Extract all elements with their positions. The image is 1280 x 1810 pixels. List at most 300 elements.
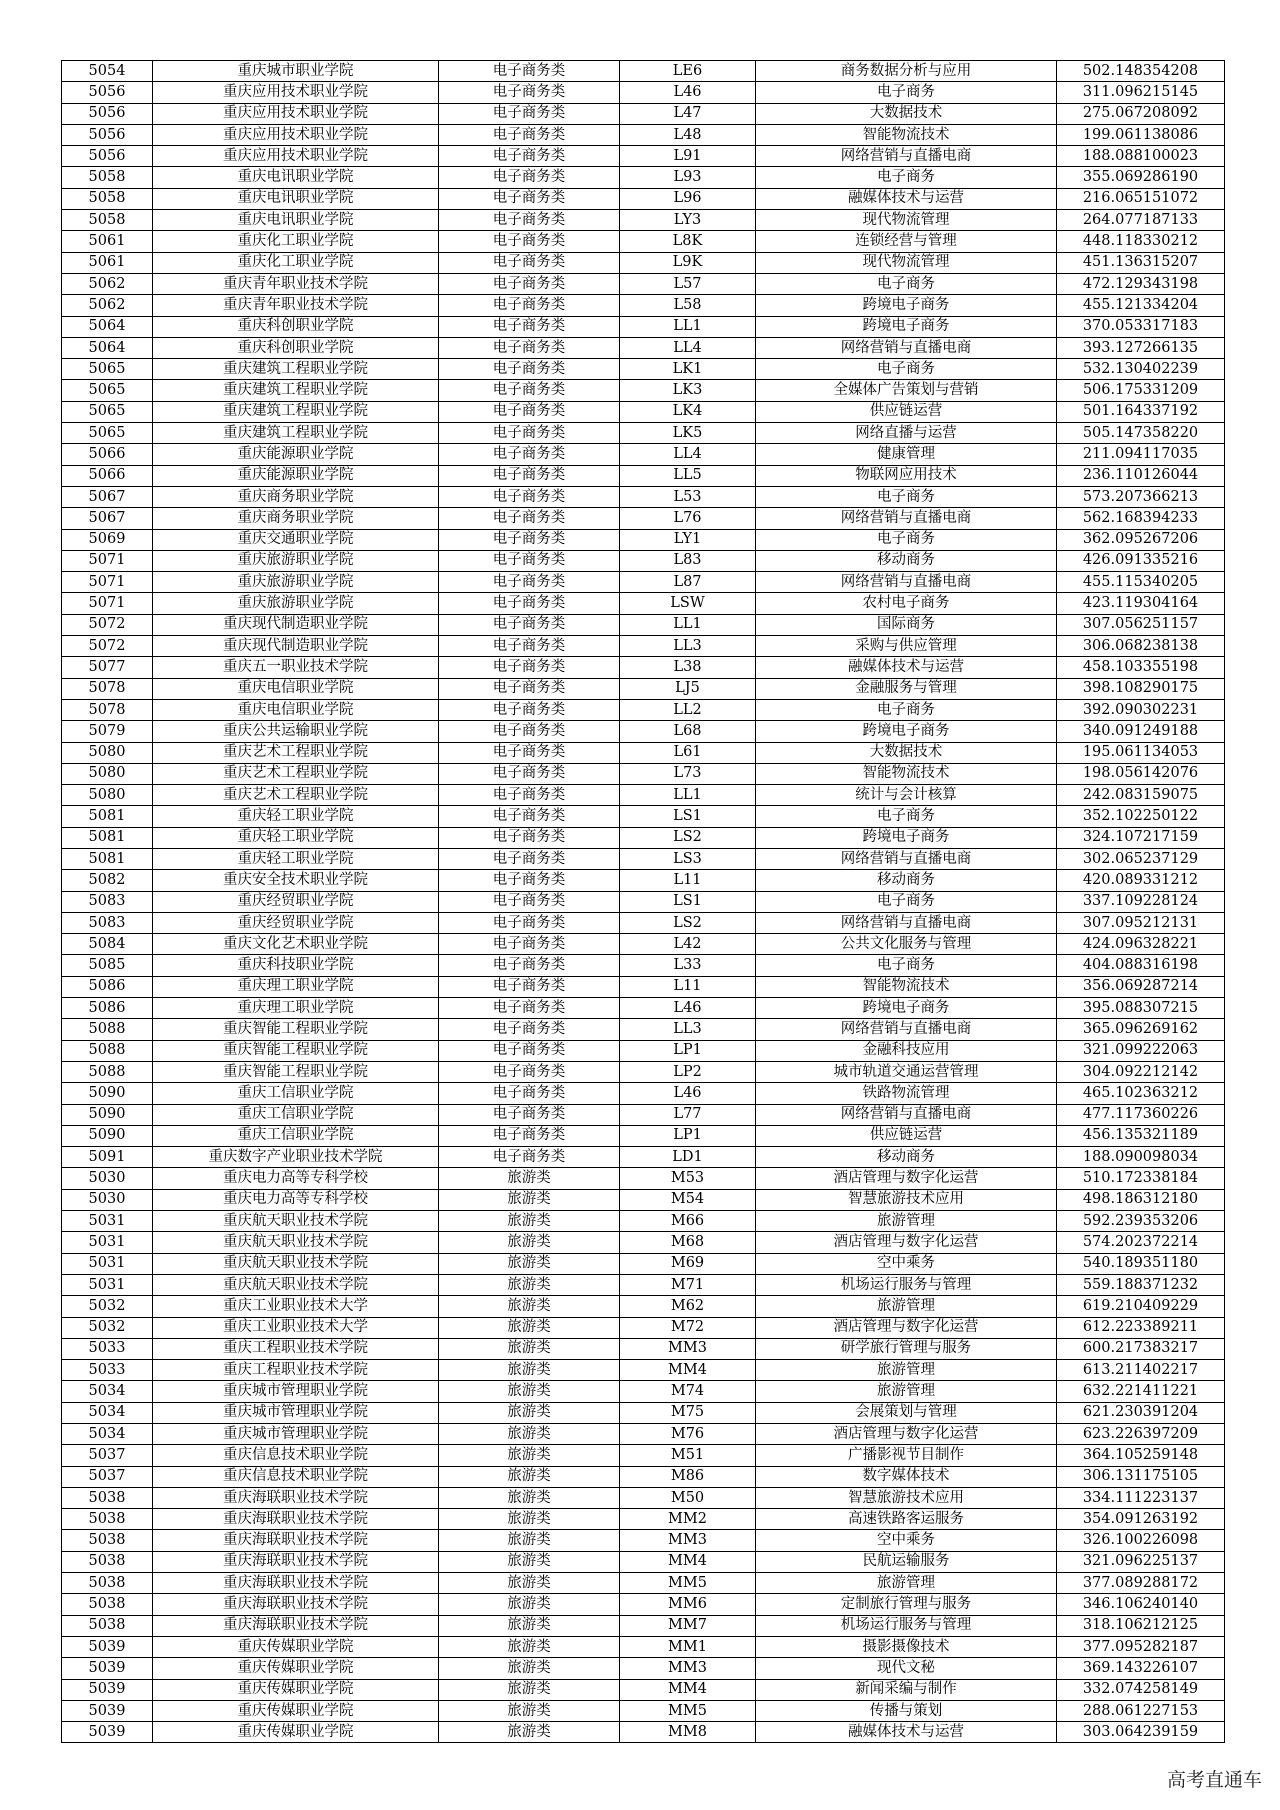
- score-cell: 456.135321189: [1057, 1125, 1225, 1146]
- score-cell: 477.117360226: [1057, 1104, 1225, 1125]
- table-row: [62, 124, 1225, 145]
- major-name-cell: 广播影视节目制作: [756, 1445, 1057, 1466]
- category-cell: 电子商务类: [439, 231, 620, 252]
- category-cell: 电子商务类: [439, 295, 620, 316]
- major-name-cell: 全媒体广告策划与营销: [756, 380, 1057, 401]
- table-row: [62, 1424, 1225, 1445]
- major-name-cell: 大数据技术: [756, 742, 1057, 763]
- score-cell: 395.088307215: [1057, 998, 1225, 1019]
- school-name-cell: 重庆理工职业学院: [153, 976, 439, 997]
- major-name-cell: 金融科技应用: [756, 1040, 1057, 1061]
- score-cell: 619.210409229: [1057, 1296, 1225, 1317]
- major-name-cell: 酒店管理与数字化运营: [756, 1168, 1057, 1189]
- major-name-cell: 智慧旅游技术应用: [756, 1189, 1057, 1210]
- category-cell: 电子商务类: [439, 124, 620, 145]
- category-cell: 电子商务类: [439, 103, 620, 124]
- school-name-cell: 重庆工程职业技术学院: [153, 1338, 439, 1359]
- score-cell: 369.143226107: [1057, 1658, 1225, 1679]
- school-code-cell: 5056: [62, 82, 153, 103]
- category-cell: 旅游类: [439, 1615, 620, 1636]
- score-cell: 198.056142076: [1057, 763, 1225, 784]
- school-code-cell: 5091: [62, 1147, 153, 1168]
- score-cell: 426.091335216: [1057, 550, 1225, 571]
- school-code-cell: 5078: [62, 699, 153, 720]
- score-cell: 236.110126044: [1057, 465, 1225, 486]
- major-name-cell: 统计与会计核算: [756, 785, 1057, 806]
- major-code-cell: M76: [620, 1424, 756, 1445]
- school-code-cell: 5072: [62, 636, 153, 657]
- category-cell: 电子商务类: [439, 1061, 620, 1082]
- watermark-text: 高考直通车: [1166, 1769, 1262, 1791]
- major-name-cell: 跨境电子商务: [756, 827, 1057, 848]
- table-row: [62, 1594, 1225, 1615]
- category-cell: 旅游类: [439, 1168, 620, 1189]
- major-name-cell: 网络营销与直播电商: [756, 508, 1057, 529]
- school-code-cell: 5083: [62, 912, 153, 933]
- table-row: [62, 1189, 1225, 1210]
- major-name-cell: 物联网应用技术: [756, 465, 1057, 486]
- table-row: [62, 1274, 1225, 1295]
- category-cell: 电子商务类: [439, 401, 620, 422]
- school-name-cell: 重庆理工职业学院: [153, 998, 439, 1019]
- school-code-cell: 5039: [62, 1722, 153, 1743]
- school-code-cell: 5090: [62, 1083, 153, 1104]
- score-cell: 377.089288172: [1057, 1573, 1225, 1594]
- major-code-cell: MM7: [620, 1615, 756, 1636]
- table-row: [62, 614, 1225, 635]
- category-cell: 旅游类: [439, 1424, 620, 1445]
- score-cell: 321.099222063: [1057, 1040, 1225, 1061]
- table-row: [62, 1466, 1225, 1487]
- category-cell: 电子商务类: [439, 1019, 620, 1040]
- table-row: [62, 231, 1225, 252]
- score-cell: 398.108290175: [1057, 678, 1225, 699]
- major-code-cell: MM3: [620, 1338, 756, 1359]
- school-name-cell: 重庆化工职业学院: [153, 252, 439, 273]
- major-code-cell: LK1: [620, 359, 756, 380]
- school-name-cell: 重庆电信职业学院: [153, 678, 439, 699]
- major-code-cell: M50: [620, 1487, 756, 1508]
- major-code-cell: LY3: [620, 210, 756, 231]
- table-row: [62, 785, 1225, 806]
- score-cell: 318.106212125: [1057, 1615, 1225, 1636]
- school-code-cell: 5039: [62, 1658, 153, 1679]
- score-cell: 423.119304164: [1057, 593, 1225, 614]
- school-code-cell: 5082: [62, 870, 153, 891]
- major-code-cell: MM8: [620, 1722, 756, 1743]
- major-code-cell: LL3: [620, 636, 756, 657]
- major-code-cell: L91: [620, 146, 756, 167]
- category-cell: 电子商务类: [439, 146, 620, 167]
- major-name-cell: 采购与供应管理: [756, 636, 1057, 657]
- table-row: [62, 529, 1225, 550]
- major-name-cell: 公共文化服务与管理: [756, 934, 1057, 955]
- category-cell: 旅游类: [439, 1445, 620, 1466]
- school-name-cell: 重庆传媒职业学院: [153, 1722, 439, 1743]
- score-cell: 188.088100023: [1057, 146, 1225, 167]
- major-name-cell: 健康管理: [756, 444, 1057, 465]
- school-code-cell: 5058: [62, 167, 153, 188]
- school-code-cell: 5062: [62, 273, 153, 294]
- major-name-cell: 旅游管理: [756, 1381, 1057, 1402]
- category-cell: 电子商务类: [439, 785, 620, 806]
- score-cell: 424.096328221: [1057, 934, 1225, 955]
- major-code-cell: L48: [620, 124, 756, 145]
- score-cell: 455.121334204: [1057, 295, 1225, 316]
- category-cell: 电子商务类: [439, 529, 620, 550]
- school-code-cell: 5090: [62, 1125, 153, 1146]
- score-cell: 199.061138086: [1057, 124, 1225, 145]
- table-row: [62, 1317, 1225, 1338]
- category-cell: 电子商务类: [439, 465, 620, 486]
- school-code-cell: 5081: [62, 848, 153, 869]
- school-name-cell: 重庆工程职业技术学院: [153, 1360, 439, 1381]
- school-name-cell: 重庆五一职业技术学院: [153, 657, 439, 678]
- school-name-cell: 重庆海联职业技术学院: [153, 1615, 439, 1636]
- category-cell: 旅游类: [439, 1700, 620, 1721]
- table-row: [62, 1083, 1225, 1104]
- major-code-cell: L76: [620, 508, 756, 529]
- score-cell: 455.115340205: [1057, 572, 1225, 593]
- major-code-cell: L68: [620, 721, 756, 742]
- table-row: [62, 1402, 1225, 1423]
- table-row: [62, 678, 1225, 699]
- major-code-cell: L8K: [620, 231, 756, 252]
- category-cell: 电子商务类: [439, 1083, 620, 1104]
- school-name-cell: 重庆应用技术职业学院: [153, 124, 439, 145]
- major-code-cell: MM3: [620, 1658, 756, 1679]
- school-name-cell: 重庆建筑工程职业学院: [153, 401, 439, 422]
- school-name-cell: 重庆航天职业技术学院: [153, 1211, 439, 1232]
- score-cell: 613.211402217: [1057, 1360, 1225, 1381]
- table-row: [62, 103, 1225, 124]
- table-row: [62, 742, 1225, 763]
- table-row: [62, 1658, 1225, 1679]
- school-code-cell: 5065: [62, 423, 153, 444]
- major-code-cell: MM1: [620, 1636, 756, 1657]
- major-name-cell: 旅游管理: [756, 1211, 1057, 1232]
- school-name-cell: 重庆传媒职业学院: [153, 1679, 439, 1700]
- major-name-cell: 移动商务: [756, 550, 1057, 571]
- school-code-cell: 5080: [62, 742, 153, 763]
- table-row: [62, 1360, 1225, 1381]
- school-code-cell: 5033: [62, 1338, 153, 1359]
- score-cell: 321.096225137: [1057, 1551, 1225, 1572]
- school-name-cell: 重庆航天职业技术学院: [153, 1232, 439, 1253]
- major-code-cell: L77: [620, 1104, 756, 1125]
- major-name-cell: 电子商务: [756, 955, 1057, 976]
- table-row: [62, 1700, 1225, 1721]
- school-code-cell: 5061: [62, 231, 153, 252]
- school-name-cell: 重庆科创职业学院: [153, 316, 439, 337]
- score-cell: 393.127266135: [1057, 337, 1225, 358]
- score-cell: 302.065237129: [1057, 848, 1225, 869]
- school-name-cell: 重庆文化艺术职业学院: [153, 934, 439, 955]
- major-code-cell: LD1: [620, 1147, 756, 1168]
- school-name-cell: 重庆电讯职业学院: [153, 210, 439, 231]
- table-row: [62, 550, 1225, 571]
- score-cell: 326.100226098: [1057, 1530, 1225, 1551]
- category-cell: 电子商务类: [439, 848, 620, 869]
- major-name-cell: 研学旅行管理与服务: [756, 1338, 1057, 1359]
- category-cell: 旅游类: [439, 1658, 620, 1679]
- school-name-cell: 重庆能源职业学院: [153, 444, 439, 465]
- table-row: [62, 699, 1225, 720]
- major-name-cell: 机场运行服务与管理: [756, 1274, 1057, 1295]
- major-code-cell: LL1: [620, 316, 756, 337]
- score-cell: 540.189351180: [1057, 1253, 1225, 1274]
- major-name-cell: 跨境电子商务: [756, 295, 1057, 316]
- table-row: [62, 636, 1225, 657]
- category-cell: 电子商务类: [439, 934, 620, 955]
- major-name-cell: 农村电子商务: [756, 593, 1057, 614]
- school-code-cell: 5066: [62, 444, 153, 465]
- major-code-cell: L33: [620, 955, 756, 976]
- category-cell: 电子商务类: [439, 891, 620, 912]
- major-name-cell: 网络营销与直播电商: [756, 912, 1057, 933]
- table-row: [62, 1061, 1225, 1082]
- major-code-cell: LL1: [620, 785, 756, 806]
- score-cell: 188.090098034: [1057, 1147, 1225, 1168]
- major-code-cell: MM4: [620, 1360, 756, 1381]
- score-cell: 506.175331209: [1057, 380, 1225, 401]
- school-name-cell: 重庆艺术工程职业学院: [153, 763, 439, 784]
- category-cell: 电子商务类: [439, 444, 620, 465]
- major-code-cell: M51: [620, 1445, 756, 1466]
- category-cell: 电子商务类: [439, 61, 620, 82]
- category-cell: 旅游类: [439, 1594, 620, 1615]
- major-code-cell: LS2: [620, 912, 756, 933]
- major-name-cell: 空中乘务: [756, 1530, 1057, 1551]
- major-name-cell: 跨境电子商务: [756, 721, 1057, 742]
- major-name-cell: 大数据技术: [756, 103, 1057, 124]
- score-cell: 532.130402239: [1057, 359, 1225, 380]
- category-cell: 旅游类: [439, 1189, 620, 1210]
- score-cell: 502.148354208: [1057, 61, 1225, 82]
- table-row: [62, 295, 1225, 316]
- major-code-cell: M54: [620, 1189, 756, 1210]
- major-name-cell: 跨境电子商务: [756, 998, 1057, 1019]
- major-code-cell: M68: [620, 1232, 756, 1253]
- school-code-cell: 5038: [62, 1487, 153, 1508]
- major-name-cell: 网络营销与直播电商: [756, 848, 1057, 869]
- school-name-cell: 重庆工业职业技术大学: [153, 1296, 439, 1317]
- major-code-cell: L46: [620, 82, 756, 103]
- score-cell: 574.202372214: [1057, 1232, 1225, 1253]
- school-code-cell: 5079: [62, 721, 153, 742]
- major-name-cell: 现代物流管理: [756, 252, 1057, 273]
- school-code-cell: 5062: [62, 295, 153, 316]
- school-name-cell: 重庆工信职业学院: [153, 1125, 439, 1146]
- category-cell: 旅游类: [439, 1466, 620, 1487]
- school-code-cell: 5056: [62, 146, 153, 167]
- school-name-cell: 重庆智能工程职业学院: [153, 1061, 439, 1082]
- table-row: [62, 337, 1225, 358]
- school-name-cell: 重庆化工职业学院: [153, 231, 439, 252]
- major-code-cell: L9K: [620, 252, 756, 273]
- category-cell: 电子商务类: [439, 763, 620, 784]
- table-row: [62, 1615, 1225, 1636]
- major-name-cell: 现代文秘: [756, 1658, 1057, 1679]
- school-name-cell: 重庆电信职业学院: [153, 699, 439, 720]
- major-name-cell: 供应链运营: [756, 1125, 1057, 1146]
- school-code-cell: 5034: [62, 1381, 153, 1402]
- score-cell: 364.105259148: [1057, 1445, 1225, 1466]
- table-row: [62, 827, 1225, 848]
- major-code-cell: MM6: [620, 1594, 756, 1615]
- school-code-cell: 5039: [62, 1679, 153, 1700]
- school-name-cell: 重庆公共运输职业学院: [153, 721, 439, 742]
- school-code-cell: 5071: [62, 572, 153, 593]
- major-name-cell: 铁路物流管理: [756, 1083, 1057, 1104]
- table-row: [62, 423, 1225, 444]
- major-code-cell: L46: [620, 998, 756, 1019]
- major-code-cell: LS2: [620, 827, 756, 848]
- table-row: [62, 1253, 1225, 1274]
- school-name-cell: 重庆电力高等专科学校: [153, 1189, 439, 1210]
- school-name-cell: 重庆经贸职业学院: [153, 891, 439, 912]
- category-cell: 电子商务类: [439, 955, 620, 976]
- major-code-cell: LP2: [620, 1061, 756, 1082]
- table-row: [62, 998, 1225, 1019]
- major-code-cell: LS1: [620, 891, 756, 912]
- major-code-cell: LL1: [620, 614, 756, 635]
- major-name-cell: 金融服务与管理: [756, 678, 1057, 699]
- school-code-cell: 5072: [62, 614, 153, 635]
- score-cell: 623.226397209: [1057, 1424, 1225, 1445]
- table-row: [62, 167, 1225, 188]
- major-code-cell: LE6: [620, 61, 756, 82]
- major-name-cell: 定制旅行管理与服务: [756, 1594, 1057, 1615]
- major-code-cell: L83: [620, 550, 756, 571]
- score-cell: 501.164337192: [1057, 401, 1225, 422]
- score-cell: 264.077187133: [1057, 210, 1225, 231]
- school-name-cell: 重庆数字产业职业技术学院: [153, 1147, 439, 1168]
- category-cell: 电子商务类: [439, 508, 620, 529]
- school-name-cell: 重庆航天职业技术学院: [153, 1274, 439, 1295]
- table-row: [62, 252, 1225, 273]
- score-cell: 392.090302231: [1057, 699, 1225, 720]
- major-code-cell: LP1: [620, 1125, 756, 1146]
- school-name-cell: 重庆城市职业学院: [153, 61, 439, 82]
- score-cell: 337.109228124: [1057, 891, 1225, 912]
- major-name-cell: 电子商务: [756, 891, 1057, 912]
- major-code-cell: M53: [620, 1168, 756, 1189]
- major-code-cell: LL3: [620, 1019, 756, 1040]
- score-cell: 510.172338184: [1057, 1168, 1225, 1189]
- category-cell: 电子商务类: [439, 188, 620, 209]
- major-code-cell: LSW: [620, 593, 756, 614]
- school-name-cell: 重庆青年职业技术学院: [153, 295, 439, 316]
- school-code-cell: 5086: [62, 998, 153, 1019]
- category-cell: 旅游类: [439, 1360, 620, 1381]
- major-name-cell: 酒店管理与数字化运营: [756, 1317, 1057, 1338]
- major-code-cell: M66: [620, 1211, 756, 1232]
- table-row: [62, 1636, 1225, 1657]
- major-code-cell: L46: [620, 1083, 756, 1104]
- category-cell: 旅游类: [439, 1211, 620, 1232]
- school-name-cell: 重庆电力高等专科学校: [153, 1168, 439, 1189]
- score-cell: 324.107217159: [1057, 827, 1225, 848]
- category-cell: 旅游类: [439, 1232, 620, 1253]
- major-name-cell: 智能物流技术: [756, 976, 1057, 997]
- major-name-cell: 智能物流技术: [756, 763, 1057, 784]
- major-name-cell: 融媒体技术与运营: [756, 188, 1057, 209]
- major-code-cell: M74: [620, 1381, 756, 1402]
- score-cell: 211.094117035: [1057, 444, 1225, 465]
- school-code-cell: 5086: [62, 976, 153, 997]
- score-cell: 195.061134053: [1057, 742, 1225, 763]
- category-cell: 电子商务类: [439, 678, 620, 699]
- school-name-cell: 重庆艺术工程职业学院: [153, 785, 439, 806]
- category-cell: 电子商务类: [439, 273, 620, 294]
- table-row: [62, 1381, 1225, 1402]
- school-code-cell: 5038: [62, 1530, 153, 1551]
- major-code-cell: MM5: [620, 1573, 756, 1594]
- score-cell: 288.061227153: [1057, 1700, 1225, 1721]
- school-name-cell: 重庆电讯职业学院: [153, 167, 439, 188]
- major-code-cell: MM4: [620, 1551, 756, 1572]
- school-name-cell: 重庆工业职业技术大学: [153, 1317, 439, 1338]
- category-cell: 电子商务类: [439, 870, 620, 891]
- school-code-cell: 5080: [62, 785, 153, 806]
- school-name-cell: 重庆智能工程职业学院: [153, 1040, 439, 1061]
- category-cell: 旅游类: [439, 1296, 620, 1317]
- major-code-cell: LP1: [620, 1040, 756, 1061]
- school-name-cell: 重庆海联职业技术学院: [153, 1551, 439, 1572]
- major-code-cell: LK5: [620, 423, 756, 444]
- major-code-cell: LL4: [620, 337, 756, 358]
- category-cell: 旅游类: [439, 1509, 620, 1530]
- category-cell: 旅游类: [439, 1253, 620, 1274]
- score-cell: 559.188371232: [1057, 1274, 1225, 1295]
- major-name-cell: 电子商务: [756, 699, 1057, 720]
- school-name-cell: 重庆现代制造职业学院: [153, 636, 439, 657]
- major-name-cell: 新闻采编与制作: [756, 1679, 1057, 1700]
- major-code-cell: M75: [620, 1402, 756, 1423]
- category-cell: 电子商务类: [439, 1125, 620, 1146]
- major-code-cell: L73: [620, 763, 756, 784]
- major-name-cell: 网络直播与运营: [756, 423, 1057, 444]
- school-code-cell: 5077: [62, 657, 153, 678]
- category-cell: 旅游类: [439, 1381, 620, 1402]
- table-row: [62, 1296, 1225, 1317]
- school-name-cell: 重庆青年职业技术学院: [153, 273, 439, 294]
- table-row: [62, 61, 1225, 82]
- category-cell: 电子商务类: [439, 636, 620, 657]
- score-cell: 377.095282187: [1057, 1636, 1225, 1657]
- category-cell: 电子商务类: [439, 827, 620, 848]
- school-name-cell: 重庆海联职业技术学院: [153, 1573, 439, 1594]
- score-cell: 242.083159075: [1057, 785, 1225, 806]
- score-cell: 340.091249188: [1057, 721, 1225, 742]
- major-code-cell: LL4: [620, 444, 756, 465]
- school-code-cell: 5038: [62, 1594, 153, 1615]
- category-cell: 电子商务类: [439, 912, 620, 933]
- school-code-cell: 5083: [62, 891, 153, 912]
- score-cell: 346.106240140: [1057, 1594, 1225, 1615]
- score-cell: 365.096269162: [1057, 1019, 1225, 1040]
- major-code-cell: MM4: [620, 1679, 756, 1700]
- category-cell: 电子商务类: [439, 337, 620, 358]
- school-name-cell: 重庆旅游职业学院: [153, 572, 439, 593]
- school-name-cell: 重庆传媒职业学院: [153, 1700, 439, 1721]
- score-cell: 621.230391204: [1057, 1402, 1225, 1423]
- table-row: [62, 1679, 1225, 1700]
- major-name-cell: 融媒体技术与运营: [756, 1722, 1057, 1743]
- category-cell: 电子商务类: [439, 550, 620, 571]
- major-code-cell: M86: [620, 1466, 756, 1487]
